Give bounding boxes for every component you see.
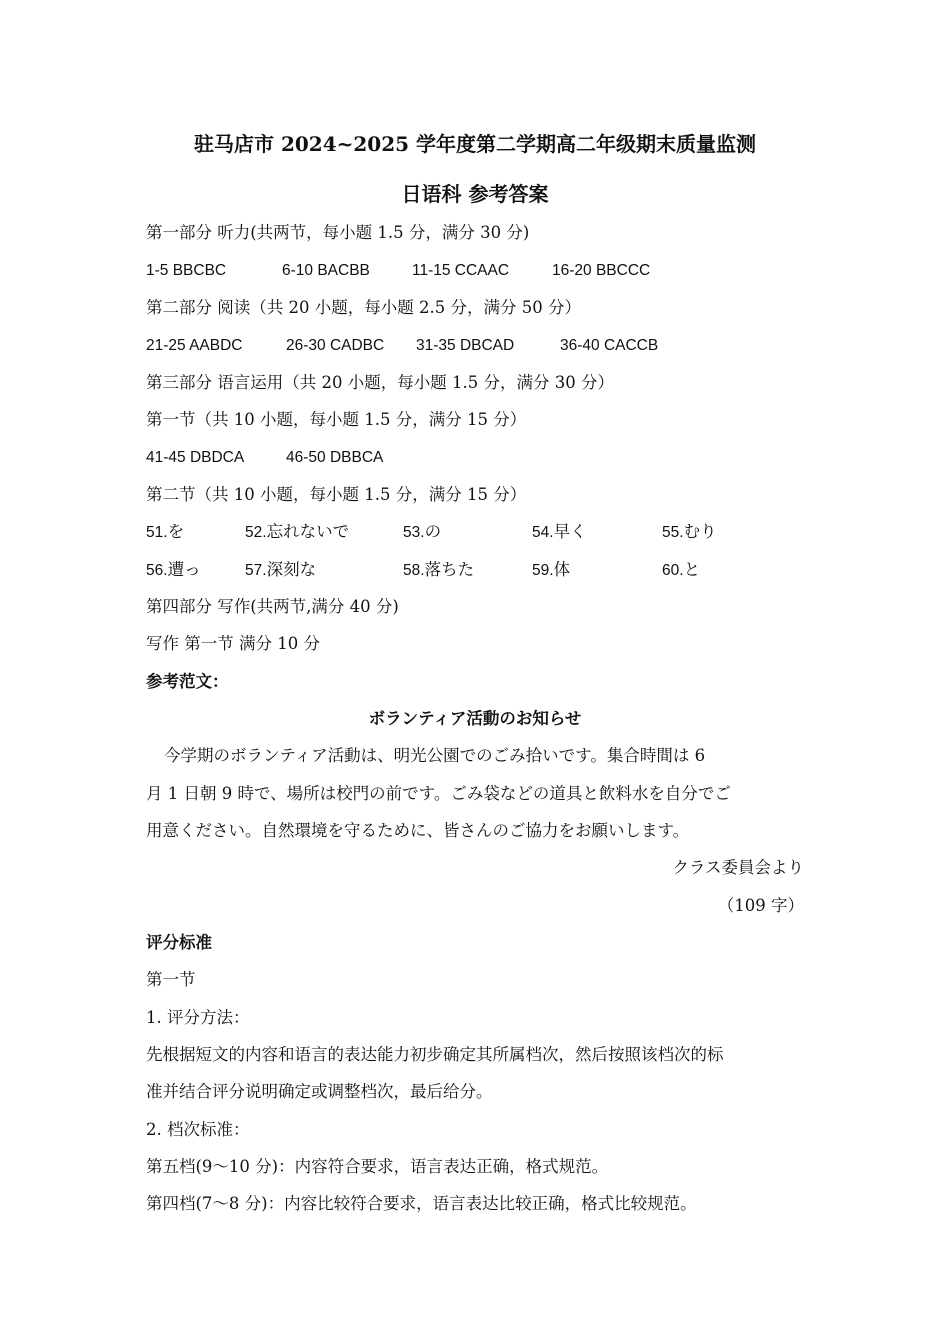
part3-section1-header: 第一节（共 10 小题，每小题 1.5 分，满分 15 分） xyxy=(146,410,527,429)
grading-header: 评分标准 xyxy=(146,933,212,952)
answer-group: 11-15 CCAAC xyxy=(412,262,510,279)
grading-level-5: 第五档(9～10 分)：内容符合要求，语言表达正确，格式规范。 xyxy=(146,1157,609,1176)
answer-group: 36-40 CACCB xyxy=(560,337,659,354)
fill-in-item: 55.むり xyxy=(662,522,717,541)
document-title: 驻马店市 2024~2025 学年度第二学期高二年级期末质量监测 xyxy=(193,132,756,156)
essay-line: 用意ください。自然環境を守るために、皆さんのご協力をお願いします。 xyxy=(146,821,690,840)
part4-header: 第四部分 写作(共两节,满分 40 分) xyxy=(146,597,399,616)
fill-in-item: 56.遭っ xyxy=(146,560,201,579)
essay-title: ボランティア活動のお知らせ xyxy=(368,709,582,728)
fill-in-item: 51.を xyxy=(146,522,185,541)
part3-header: 第三部分 语言运用（共 20 小题，每小题 1.5 分，满分 30 分） xyxy=(146,373,614,392)
fill-in-item: 52.忘れないで xyxy=(245,522,350,541)
fill-in-item: 59.体 xyxy=(532,560,571,579)
essay-signature: クラス委員会より xyxy=(672,858,804,877)
fill-in-item: 54.早く xyxy=(532,522,587,541)
document-subtitle: 日语科 参考答案 xyxy=(401,182,549,206)
answer-group: 31-35 DBCAD xyxy=(416,337,515,354)
grading-section: 第一节 xyxy=(146,970,196,989)
part4-section1-header: 写作 第一节 满分 10 分 xyxy=(146,634,320,653)
part1-header: 第一部分 听力(共两节，每小题 1.5 分，满分 30 分) xyxy=(146,223,530,242)
answer-group: 41-45 DBDCA xyxy=(146,449,245,466)
part3-section2-header: 第二节（共 10 小题，每小题 1.5 分，满分 15 分） xyxy=(146,485,527,504)
grading-method-label: 1. 评分方法： xyxy=(146,1008,250,1027)
answer-group: 26-30 CADBC xyxy=(286,337,385,354)
answer-group: 16-20 BBCCC xyxy=(552,262,651,279)
grading-method-line: 先根据短文的内容和语言的表达能力初步确定其所属档次，然后按照该档次的标 xyxy=(146,1045,724,1064)
grading-method-line: 准并结合评分说明确定或调整档次，最后给分。 xyxy=(146,1082,493,1101)
part2-header: 第二部分 阅读（共 20 小题，每小题 2.5 分，满分 50 分） xyxy=(146,298,581,317)
fill-in-item: 53.の xyxy=(403,522,442,541)
fill-in-item: 60.と xyxy=(662,560,701,579)
essay-line: 月 1 日朝 9 時で、場所は校門の前です。ごみ袋などの道具と飲料水を自分でご xyxy=(146,784,731,803)
sample-essay-label: 参考范文： xyxy=(146,672,229,691)
answer-group: 21-25 AABDC xyxy=(146,337,243,354)
fill-in-item: 57.深刻な xyxy=(245,560,317,579)
answer-group: 1-5 BBCBC xyxy=(146,262,227,279)
fill-in-item: 58.落ちた xyxy=(403,560,475,579)
grading-level-4: 第四档(7～8 分)：内容比较符合要求，语言表达比较正确，格式比较规范。 xyxy=(146,1194,697,1213)
essay-line: 今学期のボランティア活動は、明光公園でのごみ拾いです。集合時間は 6 xyxy=(164,746,706,765)
essay-char-count: （109 字） xyxy=(717,896,804,915)
answer-group: 6-10 BACBB xyxy=(282,262,370,279)
answer-group: 46-50 DBBCA xyxy=(286,449,384,466)
grading-levels-label: 2. 档次标准： xyxy=(146,1120,250,1139)
